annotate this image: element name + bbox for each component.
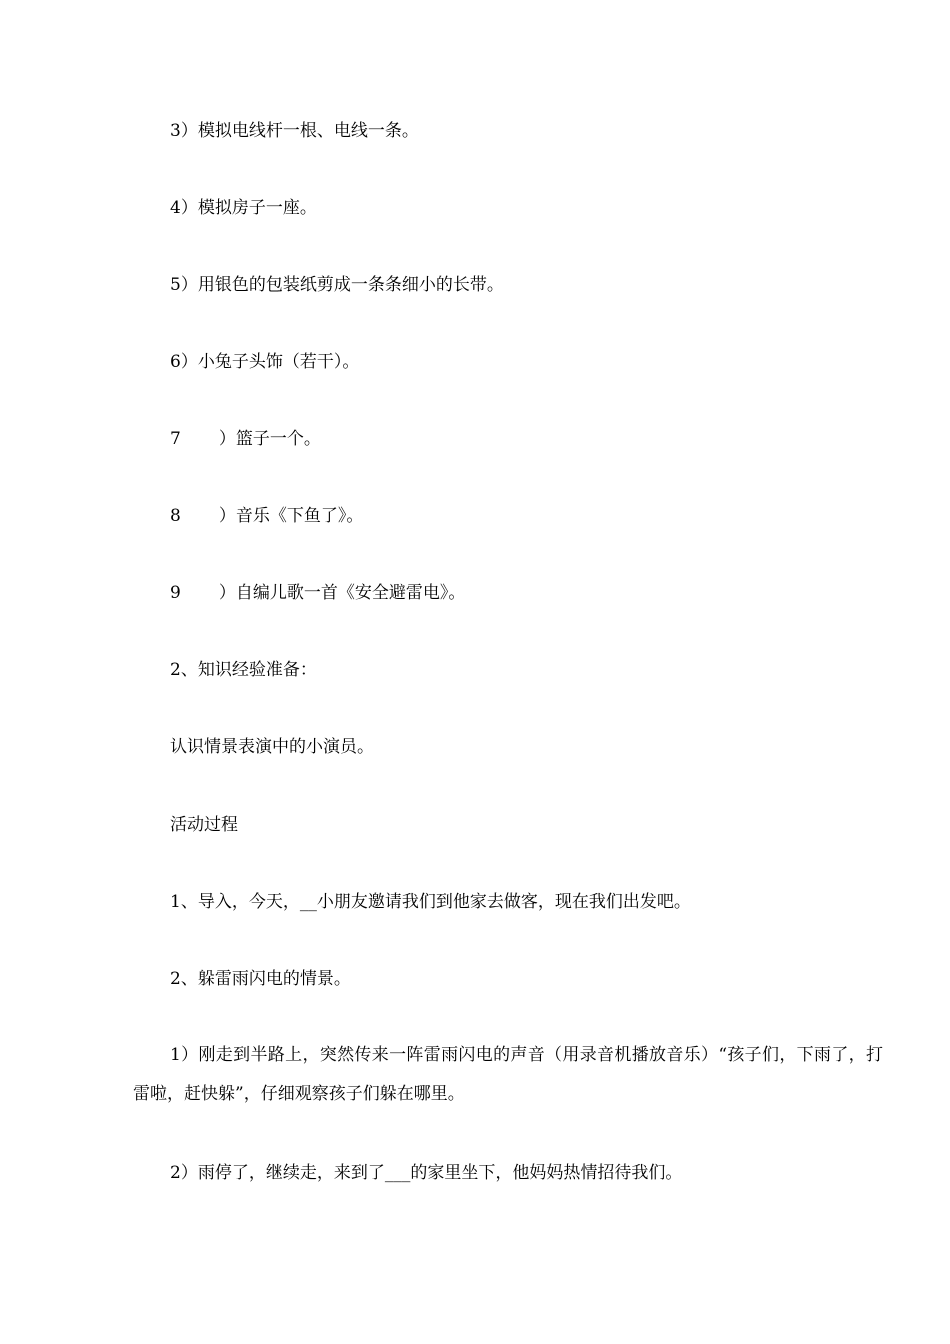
material-item-8 [170, 504, 363, 528]
material-item-4: 4）模拟房子一座。 [170, 198, 317, 218]
item-text: ）音乐《下鱼了》。 [218, 506, 364, 526]
item-number: 8 [170, 506, 181, 526]
section-knowledge-prep: 2、知识经验准备： [170, 660, 317, 680]
item-text: ）篮子一个。 [218, 429, 321, 449]
item-number: 9 [170, 583, 181, 603]
material-item-6: 6）小兔子头饰（若干）。 [170, 352, 360, 372]
knowledge-prep-text: 认识情景表演中的小演员。 [170, 737, 374, 757]
step-2-heading: 2、躲雷雨闪电的情景。 [170, 969, 351, 989]
material-item-3: 3）模拟电线杆一根、电线一条。 [170, 121, 419, 141]
step-2-paragraph-1: 1）刚走到半路上，突然传来一阵雷雨闪电的声音（用录音机播放音乐）“孩子们，下雨了，打雷啦，赶快躲”，仔细观察孩子们躲在哪里。 [133, 1045, 883, 1104]
material-item-7 [170, 427, 321, 451]
step-2-paragraph-2: 2）雨停了，继续走，来到了___的家里坐下，他妈妈热情招待我们。 [170, 1163, 683, 1183]
item-number: 7 [170, 429, 181, 449]
material-item-9 [170, 581, 465, 605]
material-item-5: 5）用银色的包装纸剪成一条条细小的长带。 [170, 275, 504, 295]
step-1-intro: 1、导入，今天，__小朋友邀请我们到他家去做客，现在我们出发吧。 [170, 892, 691, 912]
item-text: ）自编儿歌一首《安全避雷电》。 [218, 583, 466, 603]
section-activity-process: 活动过程 [170, 815, 238, 835]
